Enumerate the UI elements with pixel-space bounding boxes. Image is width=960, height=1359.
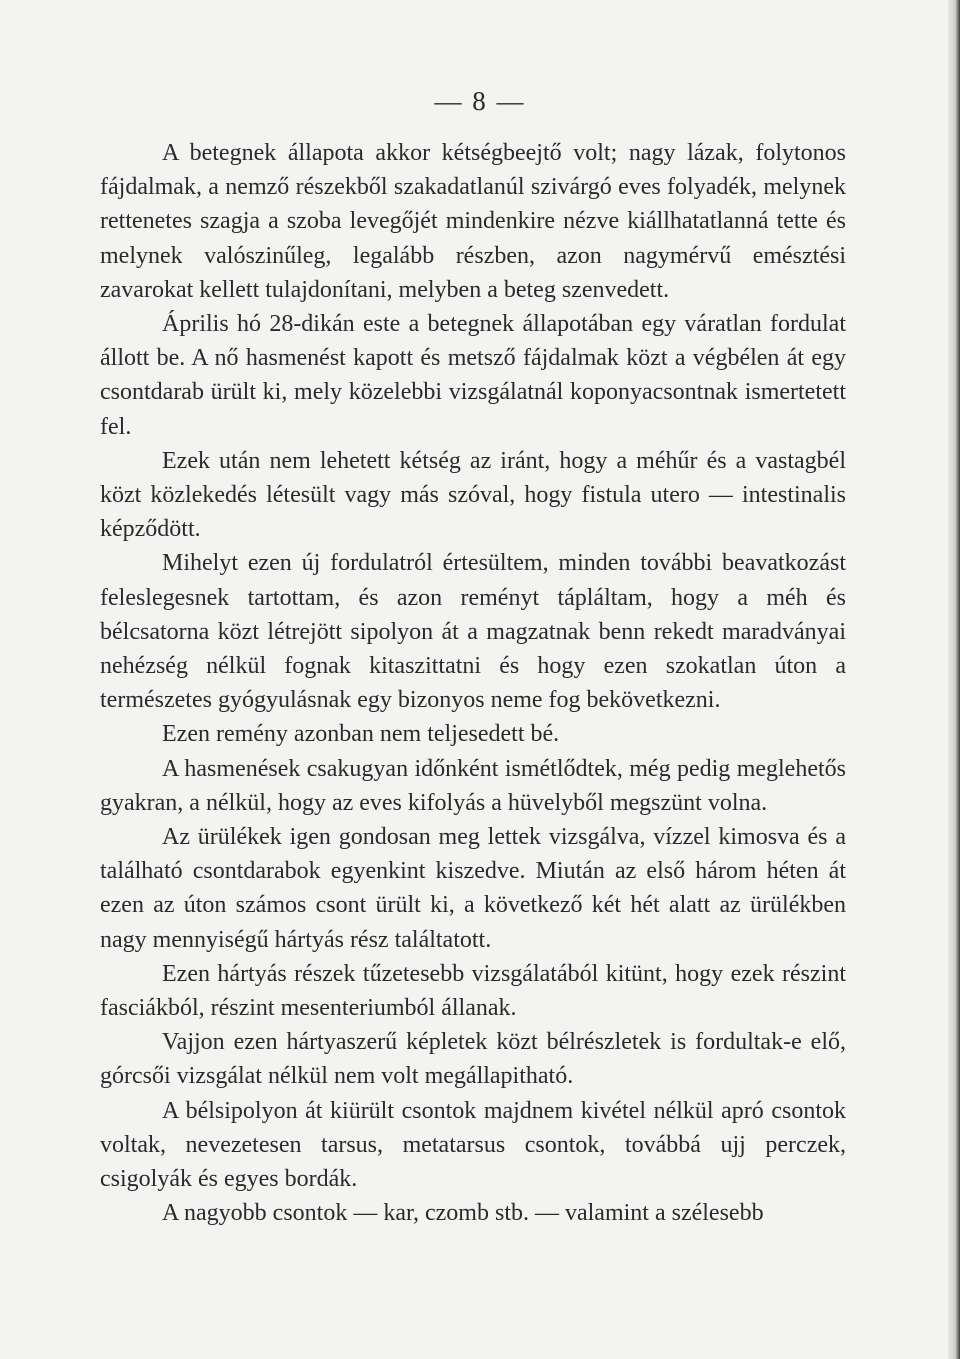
paragraph: A betegnek állapota akkor kétségbeejtő volt; nagy lázak, folytonos fájdalmak, a nemző részekből szakadatlanúl szivárgó eves folyadék, melynek rettenetes szagja a szoba levegőjét mindenkire nézve kiállhatatlanná tette és melynek valószinűleg, legalább részben, azon nagymérvű emésztési zavarokat kellett tulajdonítani, melyben a beteg szenvedett. [100, 140, 846, 303]
page-edge-shadow [948, 0, 960, 1359]
paragraph: A hasmenések csakugyan időnként ismétlődtek, még pedig meglehetős gyakran, a nélkül, hogy az eves kifolyás a hüvelyből megszünt volna. [100, 755, 846, 816]
paragraph: A bélsipolyon át kiürült csontok majdnem kivétel nélkül apró csontok voltak, nevezetesen tarsus, metatarsus csontok, továbbá ujj perczek, csigolyák és egyes bordák. [100, 1097, 846, 1193]
paragraph: Ezen remény azonban nem teljesedett bé. [162, 721, 560, 748]
paragraph: Ezen hártyás részek tűzetesebb vizsgálatából kitünt, hogy ezek részint fasciákból, részint mesenteriumból állanak. [100, 960, 846, 1022]
paragraph: Vajjon ezen hártyaszerű képletek közt bélrészletek is fordultak-e elő, górcsői vizsgálat nélkül nem volt megállapitható. [100, 1029, 846, 1090]
page-number: — 8 — [434, 86, 526, 116]
body-text [100, 136, 846, 1231]
paragraph: A nagyobb csontok — kar, czomb stb. — valamint a szélesebb [162, 1200, 764, 1227]
paragraph: Az ürülékek igen gondosan meg lettek vizsgálva, vízzel kimosva és a található csontdarabok egyenkint kiszedve. Miután az első három héten át ezen az úton számos csont ürült ki, a következő két hét alatt az ürülékben nagy mennyiségű hártyás rész találtatott. [100, 824, 846, 953]
paragraph: Mihelyt ezen új fordulatról értesültem, minden további beavatkozást feleslegesnek tartottam, és azon reményt tápláltam, hogy a méh és bélcsatorna közt létrejött sipolyon át a magzatnak benn rekedt maradványai nehézség nélkül fognak kitaszittatni és hogy ezen szokatlan úton a természetes gyógyulásnak egy bizonyos neme fog bekövetkezni. [100, 550, 846, 714]
paragraph: Ezek után nem lehetett kétség az iránt, hogy a méhűr és a vastagbél közt közlekedés létesült vagy más szóval, hogy fistula utero — intestinalis képződött. [100, 447, 846, 543]
paragraph: Április hó 28-dikán este a betegnek állapotában egy váratlan fordulat állott be. A nő hasmenést kapott és metsző fájdalmak közt a végbélen át egy csontdarab ürült ki, mely közelebbi vizsgálatnál koponyacsontnak ismertetett fel. [100, 311, 846, 440]
